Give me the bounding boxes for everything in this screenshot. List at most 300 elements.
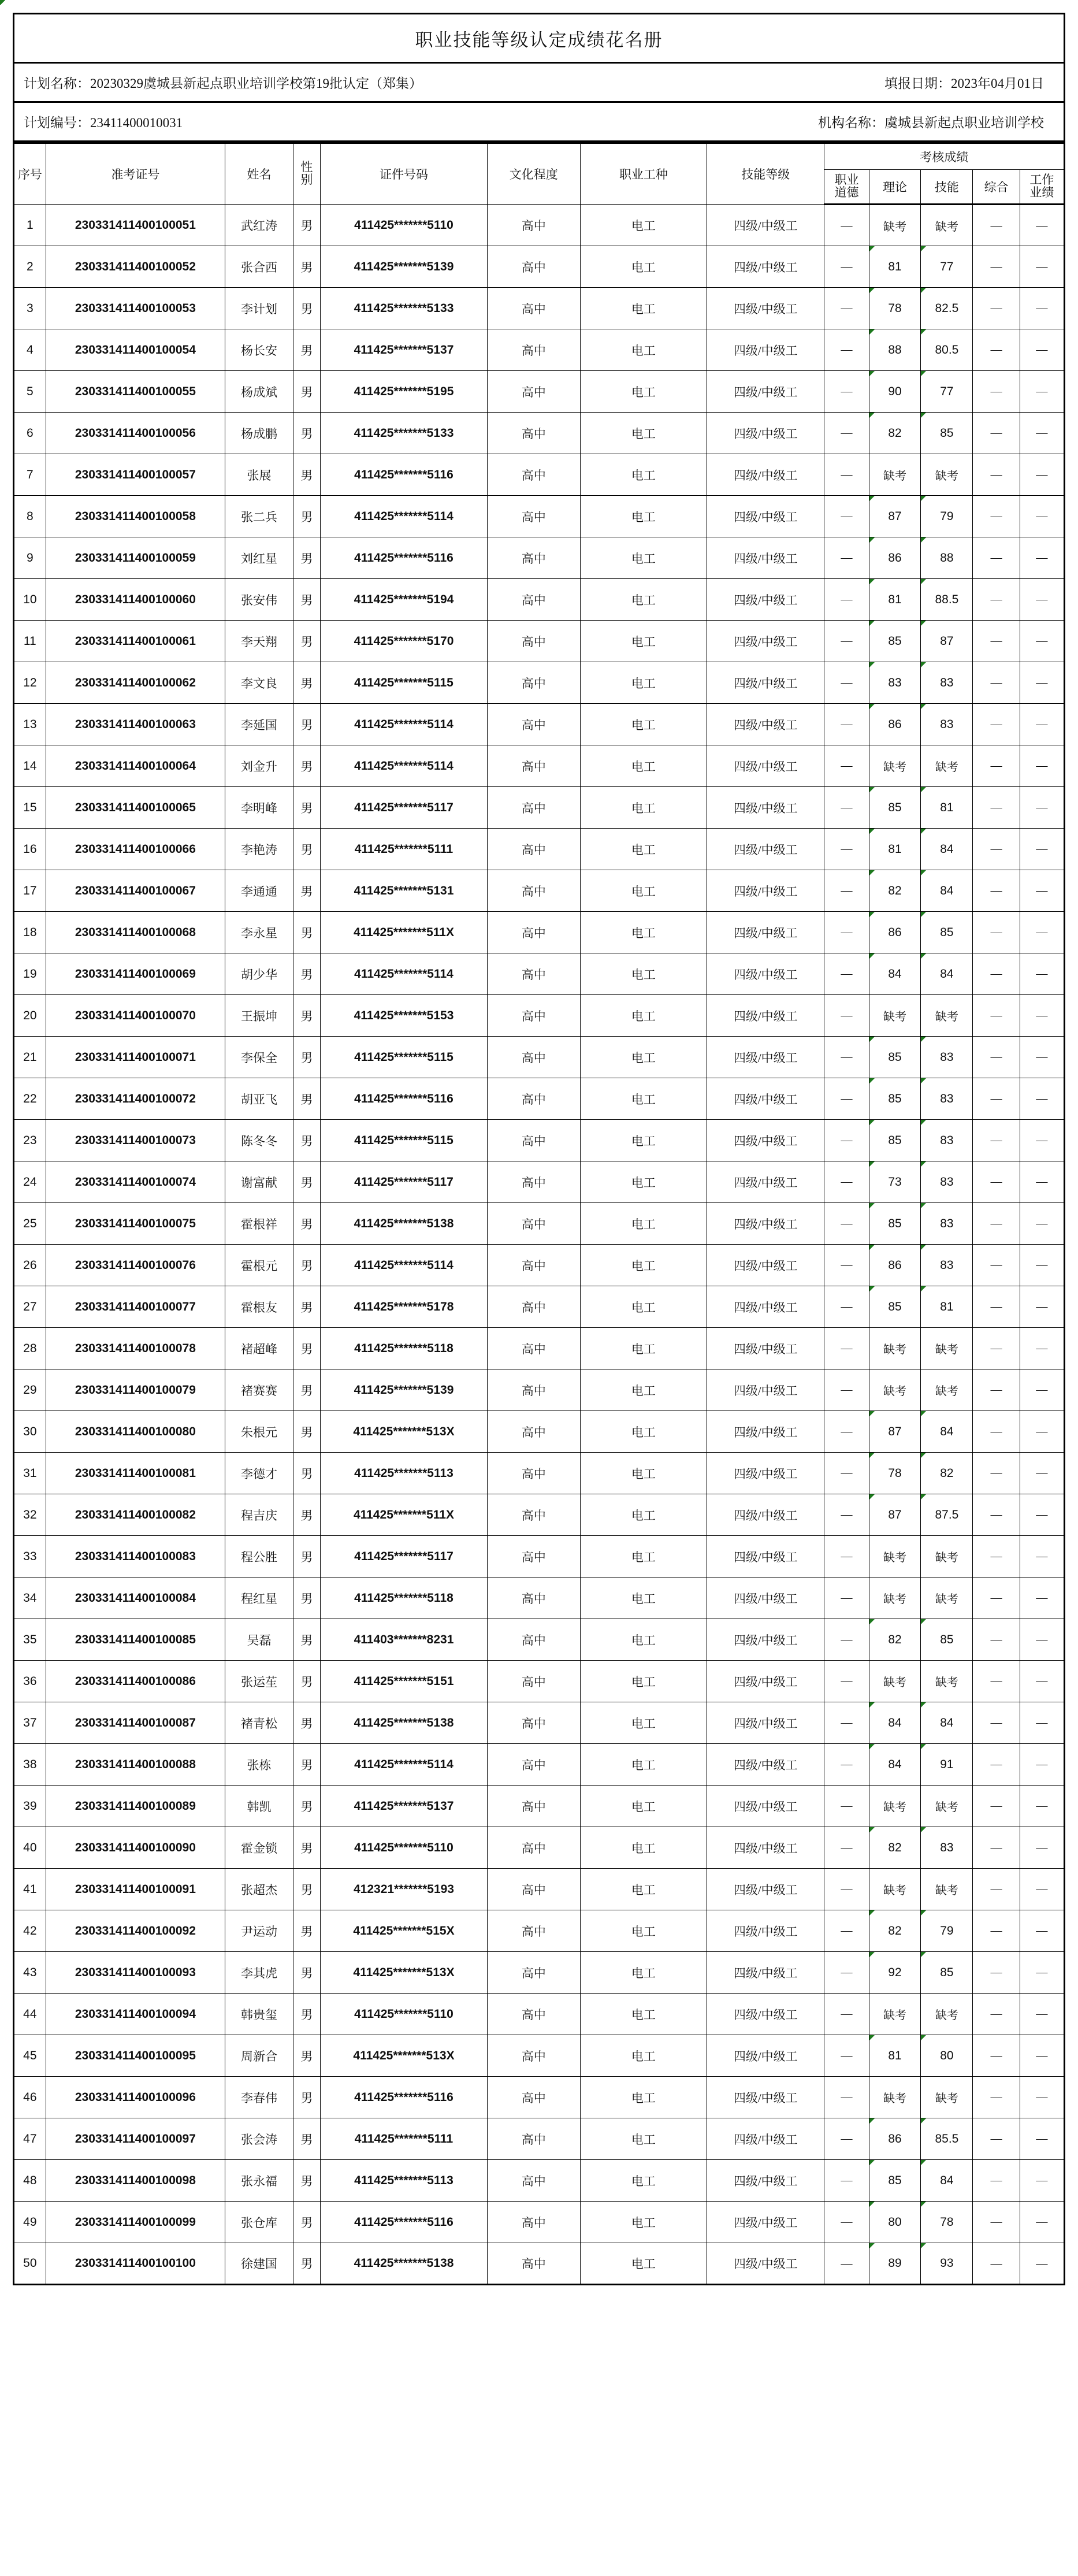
row-education: 高中 xyxy=(488,787,581,829)
row-occupation: 电工 xyxy=(580,413,707,454)
table-row xyxy=(14,829,1065,870)
row-education: 高中 xyxy=(488,621,581,662)
row-ticket-number: 230331411400100073 xyxy=(46,1120,225,1161)
row-ticket-number: 230331411400100070 xyxy=(46,995,225,1037)
row-occupation: 电工 xyxy=(580,1577,707,1619)
row-occupation: 电工 xyxy=(580,2243,707,2285)
row-score-theory: 89 xyxy=(869,2243,921,2285)
row-ticket-number: 230331411400100062 xyxy=(46,662,225,704)
row-occupation: 电工 xyxy=(580,537,707,579)
row-score-skill: 80 xyxy=(921,2035,973,2077)
row-education: 高中 xyxy=(488,1994,581,2035)
row-ticket-number: 230331411400100056 xyxy=(46,413,225,454)
row-score-ethic: — xyxy=(824,537,869,579)
row-sex: 男 xyxy=(293,1619,320,1661)
row-ticket-number: 230331411400100064 xyxy=(46,745,225,787)
row-occupation: 电工 xyxy=(580,1328,707,1369)
row-skill-level: 四级/中级工 xyxy=(707,745,824,787)
row-ticket-number: 230331411400100088 xyxy=(46,1744,225,1786)
plan-name-label: 计划名称： xyxy=(24,76,90,91)
row-id-number: 411425*******513X xyxy=(320,1952,487,1994)
th-theory: 理论 xyxy=(869,170,921,205)
row-score-skill: 缺考 xyxy=(921,1536,973,1577)
row-score-ethic: — xyxy=(824,371,869,413)
row-score-performance: — xyxy=(1020,621,1064,662)
row-seq: 47 xyxy=(14,2118,46,2160)
row-score-skill: 84 xyxy=(921,829,973,870)
row-score-ethic: — xyxy=(824,2243,869,2285)
row-score-theory: 90 xyxy=(869,371,921,413)
row-id-number: 411425*******513X xyxy=(320,2035,487,2077)
row-sex: 男 xyxy=(293,1078,320,1120)
row-ticket-number: 230331411400100087 xyxy=(46,1702,225,1744)
row-ticket-number: 230331411400100093 xyxy=(46,1952,225,1994)
row-score-skill: 81 xyxy=(921,787,973,829)
row-occupation: 电工 xyxy=(580,288,707,329)
row-education: 高中 xyxy=(488,579,581,621)
table-row xyxy=(14,413,1065,454)
row-occupation: 电工 xyxy=(580,579,707,621)
row-education: 高中 xyxy=(488,1037,581,1078)
row-score-theory: 80 xyxy=(869,2202,921,2243)
row-score-ethic: — xyxy=(824,288,869,329)
row-name: 张展 xyxy=(225,454,293,496)
row-score-theory: 缺考 xyxy=(869,1577,921,1619)
row-score-ethic: — xyxy=(824,1037,869,1078)
row-occupation: 电工 xyxy=(580,1369,707,1411)
row-occupation: 电工 xyxy=(580,329,707,371)
row-score-skill: 83 xyxy=(921,704,973,745)
row-name: 韩贵玺 xyxy=(225,1994,293,2035)
row-sex: 男 xyxy=(293,1369,320,1411)
row-sex: 男 xyxy=(293,912,320,953)
row-score-ethic: — xyxy=(824,1619,869,1661)
row-skill-level: 四级/中级工 xyxy=(707,870,824,912)
row-id-number: 411425*******515X xyxy=(320,1910,487,1952)
row-ticket-number: 230331411400100082 xyxy=(46,1494,225,1536)
row-score-comprehensive: — xyxy=(973,1411,1020,1453)
row-score-theory: 87 xyxy=(869,496,921,537)
row-skill-level: 四级/中级工 xyxy=(707,2160,824,2202)
row-score-ethic: — xyxy=(824,1161,869,1203)
row-score-performance: — xyxy=(1020,288,1064,329)
row-id-number: 411425*******5116 xyxy=(320,2202,487,2243)
row-skill-level: 四级/中级工 xyxy=(707,1827,824,1869)
row-skill-level: 四级/中级工 xyxy=(707,1536,824,1577)
row-score-ethic: — xyxy=(824,870,869,912)
row-name: 李永星 xyxy=(225,912,293,953)
row-name: 李保全 xyxy=(225,1037,293,1078)
row-score-ethic: — xyxy=(824,621,869,662)
row-seq: 25 xyxy=(14,1203,46,1245)
row-occupation: 电工 xyxy=(580,1037,707,1078)
table-row xyxy=(14,662,1065,704)
row-education: 高中 xyxy=(488,1369,581,1411)
row-ticket-number: 230331411400100091 xyxy=(46,1869,225,1910)
row-score-theory: 82 xyxy=(869,870,921,912)
row-score-skill: 78 xyxy=(921,2202,973,2243)
th-seq: 序号 xyxy=(14,143,46,205)
row-score-performance: — xyxy=(1020,1661,1064,1702)
table-row xyxy=(14,1661,1065,1702)
row-score-skill: 缺考 xyxy=(921,1328,973,1369)
row-score-skill: 83 xyxy=(921,1078,973,1120)
row-occupation: 电工 xyxy=(580,454,707,496)
row-score-ethic: — xyxy=(824,205,869,246)
row-ticket-number: 230331411400100084 xyxy=(46,1577,225,1619)
row-occupation: 电工 xyxy=(580,1786,707,1827)
row-seq: 13 xyxy=(14,704,46,745)
row-sex: 男 xyxy=(293,1328,320,1369)
row-ticket-number: 230331411400100098 xyxy=(46,2160,225,2202)
table-row xyxy=(14,2202,1065,2243)
table-row xyxy=(14,870,1065,912)
row-score-theory: 缺考 xyxy=(869,1536,921,1577)
row-score-performance: — xyxy=(1020,2118,1064,2160)
row-skill-level: 四级/中级工 xyxy=(707,704,824,745)
row-seq: 22 xyxy=(14,1078,46,1120)
row-score-theory: 78 xyxy=(869,1453,921,1494)
row-skill-level: 四级/中级工 xyxy=(707,2077,824,2118)
row-sex: 男 xyxy=(293,953,320,995)
row-score-theory: 83 xyxy=(869,662,921,704)
th-ethic-line1: 职业 xyxy=(834,173,859,187)
organization-label: 机构名称： xyxy=(818,116,884,130)
row-skill-level: 四级/中级工 xyxy=(707,1702,824,1744)
row-ticket-number: 230331411400100100 xyxy=(46,2243,225,2285)
row-score-comprehensive: — xyxy=(973,1203,1020,1245)
row-occupation: 电工 xyxy=(580,953,707,995)
row-education: 高中 xyxy=(488,1952,581,1994)
row-score-comprehensive: — xyxy=(973,246,1020,288)
row-name: 程公胜 xyxy=(225,1536,293,1577)
table-row xyxy=(14,2077,1065,2118)
row-score-performance: — xyxy=(1020,870,1064,912)
row-seq: 40 xyxy=(14,1827,46,1869)
row-score-theory: 85 xyxy=(869,1203,921,1245)
row-id-number: 411425*******511X xyxy=(320,1494,487,1536)
row-score-skill: 缺考 xyxy=(921,454,973,496)
row-id-number: 411425*******5110 xyxy=(320,1994,487,2035)
row-name: 霍根元 xyxy=(225,1245,293,1286)
row-score-comprehensive: — xyxy=(973,870,1020,912)
row-skill-level: 四级/中级工 xyxy=(707,1786,824,1827)
row-score-skill: 缺考 xyxy=(921,1869,973,1910)
row-ticket-number: 230331411400100086 xyxy=(46,1661,225,1702)
table-row xyxy=(14,1494,1065,1536)
row-occupation: 电工 xyxy=(580,1120,707,1161)
row-score-ethic: — xyxy=(824,2035,869,2077)
row-score-performance: — xyxy=(1020,1037,1064,1078)
row-education: 高中 xyxy=(488,1827,581,1869)
row-sex: 男 xyxy=(293,745,320,787)
row-skill-level: 四级/中级工 xyxy=(707,1869,824,1910)
row-score-skill: 缺考 xyxy=(921,1786,973,1827)
row-name: 朱根元 xyxy=(225,1411,293,1453)
row-sex: 男 xyxy=(293,870,320,912)
row-score-comprehensive: — xyxy=(973,496,1020,537)
row-name: 刘红星 xyxy=(225,537,293,579)
row-ticket-number: 230331411400100055 xyxy=(46,371,225,413)
row-score-ethic: — xyxy=(824,1661,869,1702)
row-score-comprehensive: — xyxy=(973,579,1020,621)
row-occupation: 电工 xyxy=(580,1078,707,1120)
row-seq: 6 xyxy=(14,413,46,454)
row-score-ethic: — xyxy=(824,1245,869,1286)
row-skill-level: 四级/中级工 xyxy=(707,662,824,704)
row-skill-level: 四级/中级工 xyxy=(707,2202,824,2243)
row-score-skill: 85 xyxy=(921,1619,973,1661)
row-id-number: 411403*******8231 xyxy=(320,1619,487,1661)
row-name: 周新合 xyxy=(225,2035,293,2077)
row-score-theory: 85 xyxy=(869,787,921,829)
row-score-skill: 79 xyxy=(921,496,973,537)
row-seq: 46 xyxy=(14,2077,46,2118)
row-occupation: 电工 xyxy=(580,2035,707,2077)
row-score-comprehensive: — xyxy=(973,2243,1020,2285)
row-score-comprehensive: — xyxy=(973,1120,1020,1161)
row-score-skill: 缺考 xyxy=(921,995,973,1037)
row-ticket-number: 230331411400100068 xyxy=(46,912,225,953)
row-name: 褚赛赛 xyxy=(225,1369,293,1411)
row-score-skill: 91 xyxy=(921,1744,973,1786)
table-row xyxy=(14,1869,1065,1910)
row-score-skill: 87.5 xyxy=(921,1494,973,1536)
row-occupation: 电工 xyxy=(580,2160,707,2202)
table-row xyxy=(14,2160,1065,2202)
row-occupation: 电工 xyxy=(580,246,707,288)
row-sex: 男 xyxy=(293,205,320,246)
table-row xyxy=(14,1328,1065,1369)
row-seq: 11 xyxy=(14,621,46,662)
row-occupation: 电工 xyxy=(580,1952,707,1994)
th-skill-level: 技能等级 xyxy=(707,143,824,205)
row-id-number: 411425*******5116 xyxy=(320,2077,487,2118)
row-score-ethic: — xyxy=(824,662,869,704)
row-ticket-number: 230331411400100095 xyxy=(46,2035,225,2077)
row-skill-level: 四级/中级工 xyxy=(707,1078,824,1120)
row-education: 高中 xyxy=(488,1619,581,1661)
row-score-skill: 缺考 xyxy=(921,1661,973,1702)
row-occupation: 电工 xyxy=(580,912,707,953)
roster-page xyxy=(0,13,1078,2285)
row-score-theory: 缺考 xyxy=(869,2077,921,2118)
table-row xyxy=(14,1453,1065,1494)
row-score-skill: 88 xyxy=(921,537,973,579)
row-score-performance: — xyxy=(1020,1619,1064,1661)
table-row xyxy=(14,1536,1065,1577)
th-performance-line1: 工作 xyxy=(1029,173,1054,187)
row-ticket-number: 230331411400100067 xyxy=(46,870,225,912)
row-score-ethic: — xyxy=(824,1453,869,1494)
row-id-number: 411425*******5116 xyxy=(320,1078,487,1120)
row-score-theory: 86 xyxy=(869,537,921,579)
row-score-performance: — xyxy=(1020,1952,1064,1994)
table-row xyxy=(14,995,1065,1037)
table-row xyxy=(14,205,1065,246)
row-score-skill: 84 xyxy=(921,870,973,912)
th-ethic-line2: 道德 xyxy=(834,185,859,199)
row-seq: 35 xyxy=(14,1619,46,1661)
row-ticket-number: 230331411400100059 xyxy=(46,537,225,579)
row-ticket-number: 230331411400100079 xyxy=(46,1369,225,1411)
row-education: 高中 xyxy=(488,1453,581,1494)
row-sex: 男 xyxy=(293,662,320,704)
row-education: 高中 xyxy=(488,1078,581,1120)
row-score-ethic: — xyxy=(824,1078,869,1120)
row-occupation: 电工 xyxy=(580,1702,707,1744)
row-sex: 男 xyxy=(293,1453,320,1494)
row-id-number: 411425*******5114 xyxy=(320,953,487,995)
row-id-number: 411425*******5153 xyxy=(320,995,487,1037)
row-score-skill: 93 xyxy=(921,2243,973,2285)
row-occupation: 电工 xyxy=(580,829,707,870)
row-score-theory: 85 xyxy=(869,621,921,662)
row-id-number: 411425*******5114 xyxy=(320,1245,487,1286)
row-skill-level: 四级/中级工 xyxy=(707,1203,824,1245)
row-occupation: 电工 xyxy=(580,1744,707,1786)
row-sex: 男 xyxy=(293,1952,320,1994)
row-name: 杨成斌 xyxy=(225,371,293,413)
table-row xyxy=(14,288,1065,329)
row-score-skill: 缺考 xyxy=(921,205,973,246)
row-id-number: 411425*******5114 xyxy=(320,745,487,787)
row-sex: 男 xyxy=(293,1910,320,1952)
row-id-number: 411425*******5117 xyxy=(320,1161,487,1203)
row-skill-level: 四级/中级工 xyxy=(707,496,824,537)
row-score-theory: 缺考 xyxy=(869,1328,921,1369)
row-score-comprehensive: — xyxy=(973,745,1020,787)
row-seq: 20 xyxy=(14,995,46,1037)
row-name: 褚青松 xyxy=(225,1702,293,1744)
row-score-performance: — xyxy=(1020,579,1064,621)
row-score-theory: 85 xyxy=(869,1286,921,1328)
row-seq: 31 xyxy=(14,1453,46,1494)
row-score-performance: — xyxy=(1020,1286,1064,1328)
row-seq: 49 xyxy=(14,2202,46,2243)
row-score-skill: 82.5 xyxy=(921,288,973,329)
row-sex: 男 xyxy=(293,454,320,496)
row-name: 张会涛 xyxy=(225,2118,293,2160)
row-sex: 男 xyxy=(293,2160,320,2202)
table-row xyxy=(14,1577,1065,1619)
row-seq: 39 xyxy=(14,1786,46,1827)
row-score-theory: 缺考 xyxy=(869,1869,921,1910)
row-sex: 男 xyxy=(293,1037,320,1078)
row-name: 尹运动 xyxy=(225,1910,293,1952)
fill-date xyxy=(884,73,1054,92)
row-score-ethic: — xyxy=(824,787,869,829)
row-id-number: 411425*******5113 xyxy=(320,2160,487,2202)
row-id-number: 411425*******5114 xyxy=(320,1744,487,1786)
row-id-number: 411425*******5138 xyxy=(320,1702,487,1744)
row-seq: 12 xyxy=(14,662,46,704)
table-row xyxy=(14,1161,1065,1203)
row-sex: 男 xyxy=(293,1661,320,1702)
row-name: 程吉庆 xyxy=(225,1494,293,1536)
row-name: 张合西 xyxy=(225,246,293,288)
row-occupation: 电工 xyxy=(580,745,707,787)
row-id-number: 412321*******5193 xyxy=(320,1869,487,1910)
row-occupation: 电工 xyxy=(580,1869,707,1910)
row-education: 高中 xyxy=(488,1203,581,1245)
row-score-comprehensive: — xyxy=(973,995,1020,1037)
row-seq: 50 xyxy=(14,2243,46,2285)
row-sex: 男 xyxy=(293,2118,320,2160)
row-score-comprehensive: — xyxy=(973,1994,1020,2035)
row-ticket-number: 230331411400100080 xyxy=(46,1411,225,1453)
row-score-theory: 82 xyxy=(869,1619,921,1661)
row-score-skill: 79 xyxy=(921,1910,973,1952)
row-occupation: 电工 xyxy=(580,1827,707,1869)
table-row xyxy=(14,246,1065,288)
row-id-number: 411425*******5110 xyxy=(320,1827,487,1869)
row-education: 高中 xyxy=(488,413,581,454)
th-skill: 技能 xyxy=(921,170,973,205)
table-row xyxy=(14,787,1065,829)
row-id-number: 411425*******5113 xyxy=(320,1453,487,1494)
row-score-comprehensive: — xyxy=(973,1744,1020,1786)
row-score-skill: 83 xyxy=(921,1161,973,1203)
row-score-ethic: — xyxy=(824,1536,869,1577)
row-score-skill: 85 xyxy=(921,413,973,454)
th-comprehensive: 综合 xyxy=(973,170,1020,205)
row-sex: 男 xyxy=(293,1536,320,1577)
row-score-ethic: — xyxy=(824,1494,869,1536)
row-skill-level: 四级/中级工 xyxy=(707,1744,824,1786)
row-score-ethic: — xyxy=(824,1577,869,1619)
row-seq: 33 xyxy=(14,1536,46,1577)
row-score-ethic: — xyxy=(824,1869,869,1910)
row-score-comprehensive: — xyxy=(973,1037,1020,1078)
row-score-comprehensive: — xyxy=(973,1161,1020,1203)
row-score-performance: — xyxy=(1020,2202,1064,2243)
row-score-theory: 85 xyxy=(869,1037,921,1078)
row-score-theory: 85 xyxy=(869,1120,921,1161)
row-occupation: 电工 xyxy=(580,2202,707,2243)
row-score-performance: — xyxy=(1020,2077,1064,2118)
row-education: 高中 xyxy=(488,953,581,995)
row-score-performance: — xyxy=(1020,205,1064,246)
row-sex: 男 xyxy=(293,329,320,371)
plan-number xyxy=(24,112,818,131)
row-score-ethic: — xyxy=(824,2202,869,2243)
row-sex: 男 xyxy=(293,579,320,621)
row-name: 谢富献 xyxy=(225,1161,293,1203)
row-score-comprehensive: — xyxy=(973,1078,1020,1120)
row-sex: 男 xyxy=(293,1744,320,1786)
row-skill-level: 四级/中级工 xyxy=(707,1453,824,1494)
row-seq: 27 xyxy=(14,1286,46,1328)
row-seq: 48 xyxy=(14,2160,46,2202)
row-score-comprehensive: — xyxy=(973,1661,1020,1702)
row-score-ethic: — xyxy=(824,2077,869,2118)
row-seq: 37 xyxy=(14,1702,46,1744)
row-name: 王振坤 xyxy=(225,995,293,1037)
row-sex: 男 xyxy=(293,288,320,329)
row-score-skill: 83 xyxy=(921,1203,973,1245)
row-occupation: 电工 xyxy=(580,205,707,246)
row-score-theory: 82 xyxy=(869,413,921,454)
row-sex: 男 xyxy=(293,1411,320,1453)
table-row xyxy=(14,2035,1065,2077)
row-education: 高中 xyxy=(488,662,581,704)
row-score-theory: 73 xyxy=(869,1161,921,1203)
row-id-number: 411425*******5138 xyxy=(320,1203,487,1245)
row-sex: 男 xyxy=(293,1161,320,1203)
th-sex-line1: 性 xyxy=(300,160,313,175)
row-skill-level: 四级/中级工 xyxy=(707,1161,824,1203)
